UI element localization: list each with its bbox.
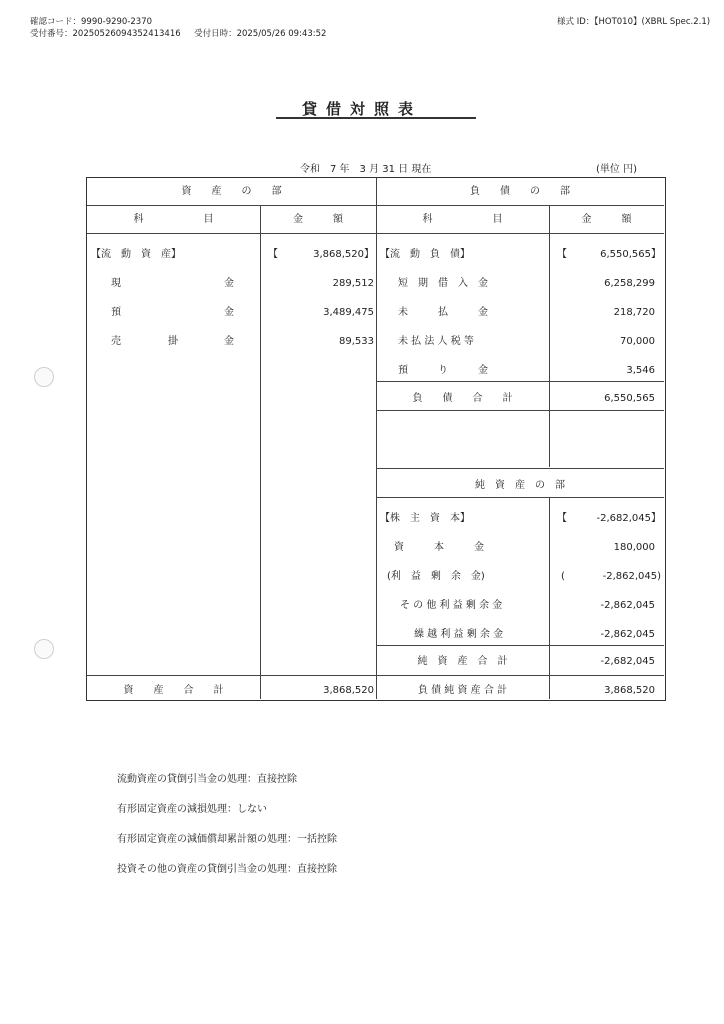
income-taxes-payable-label: 未 払 法 人 税 等 — [398, 336, 474, 347]
accounts-payable-label: 未 払 金 — [398, 307, 488, 318]
unit-label: (単位 円) — [596, 164, 637, 175]
assets-item-column-header: 科 目 — [133, 214, 214, 225]
title-underline — [276, 117, 476, 119]
punch-hole — [34, 639, 54, 659]
liabilities-amount-column-header: 金 額 — [581, 214, 632, 225]
rule-liability-amount-upper — [549, 205, 550, 467]
cash-value: 289,512 — [332, 278, 374, 289]
current-liabilities-label: 【流 動 負 債】 — [380, 249, 470, 260]
rule-net-assets-total-top — [376, 645, 664, 646]
total-net-assets-value: -2,682,045 — [600, 656, 655, 667]
rule-net-assets-section-bottom — [376, 497, 664, 498]
current-liabilities-open-bracket: 【 — [557, 249, 567, 260]
rule-liability-total-bottom — [376, 410, 664, 411]
rule-center — [376, 178, 377, 699]
total-liabilities-label: 負 債 合 計 — [412, 393, 513, 404]
rule-liability-amount-lower — [549, 497, 550, 699]
deposits-received-value: 3,546 — [626, 365, 655, 376]
short-term-loans-value: 6,258,299 — [604, 278, 655, 289]
total-liabilities-net-assets-value: 3,868,520 — [604, 685, 655, 696]
receipt-info — [30, 28, 326, 40]
retained-earnings-value: -2,862,045) — [602, 571, 661, 582]
confirm-code: 確認コード：9990-9290-2370 — [30, 17, 153, 27]
note-item: 投資その他の資産の貸倒引当金の処理：直接控除 — [117, 864, 337, 875]
deposits-label: 預 — [111, 307, 121, 318]
deposits-label-suffix: 金 — [224, 307, 234, 318]
total-assets-value: 3,868,520 — [323, 685, 374, 696]
capital-stock-label: 資 本 金 — [394, 542, 484, 553]
note-item: 流動資産の貸倒引当金の処理：直接控除 — [117, 774, 297, 785]
assets-section-header: 資 産 の 部 — [181, 186, 282, 197]
cash-label-suffix: 金 — [224, 278, 234, 289]
other-retained-earnings-value: -2,862,045 — [600, 600, 655, 611]
assets-amount-column-header: 金 額 — [293, 214, 343, 225]
retained-earnings-carried-forward-value: -2,862,045 — [600, 629, 655, 640]
receivables-label-mid: 掛 — [168, 336, 178, 347]
liabilities-item-column-header: 科 目 — [422, 214, 503, 225]
shareholders-equity-value: -2,682,045】 — [596, 513, 661, 524]
rule-net-assets-section-top — [376, 468, 664, 469]
receivables-label: 売 — [111, 336, 121, 347]
page-title: 貸借対照表 — [301, 100, 422, 118]
current-assets-label: 【流 動 資 産】 — [91, 249, 181, 260]
current-liabilities-value: 6,550,565】 — [600, 249, 661, 260]
retained-earnings-label: (利 益 剰 余 金) — [387, 571, 485, 582]
short-term-loans-label: 短 期 借 入 金 — [398, 278, 488, 289]
total-assets-label: 資 産 合 計 — [123, 685, 224, 696]
as-of-date: 令和 7 年 3 月 31 日 現在 — [300, 164, 432, 175]
accounts-payable-value: 218,720 — [613, 307, 655, 318]
receivables-value: 89,533 — [339, 336, 374, 347]
receivables-label-suffix: 金 — [224, 336, 234, 347]
punch-hole — [34, 367, 54, 387]
deposits-received-label: 預 り 金 — [398, 365, 488, 376]
shareholders-equity-open-bracket: 【 — [557, 513, 567, 524]
liabilities-section-header: 負 債 の 部 — [470, 186, 570, 197]
other-retained-earnings-label: そ の 他 利 益 剰 余 金 — [400, 600, 503, 611]
total-liabilities-net-assets-label: 負 債 純 資 産 合 計 — [417, 685, 508, 696]
capital-stock-value: 180,000 — [613, 542, 655, 553]
receipt-number: 受付番号：20250526094352413416 — [30, 29, 181, 39]
current-assets-open-bracket: 【 — [268, 249, 278, 260]
total-liabilities-value: 6,550,565 — [604, 393, 655, 404]
receipt-datetime: 受付日時：2025/05/26 09:43:52 — [194, 29, 327, 39]
rule-liability-total-top — [376, 381, 664, 382]
cash-label: 現 — [111, 278, 121, 289]
income-taxes-payable-value: 70,000 — [620, 336, 655, 347]
rule-asset-amount — [260, 205, 261, 699]
balance-sheet-table — [86, 177, 666, 701]
form-id: 様式 ID：【HOT010】(XBRL Spec.2.1) — [557, 17, 711, 27]
net-assets-section-header: 純 資 産 の 部 — [475, 480, 565, 491]
note-item: 有形固定資産の減損処理：しない — [117, 804, 267, 815]
note-item: 有形固定資産の減価償却累計額の処理：一括控除 — [117, 834, 337, 845]
current-assets-value: 3,868,520】 — [313, 249, 374, 260]
retained-earnings-carried-forward-label: 繰 越 利 益 剰 余 金 — [414, 629, 504, 640]
shareholders-equity-label: 【株 主 資 本】 — [380, 513, 470, 524]
deposits-value: 3,489,475 — [323, 307, 374, 318]
total-net-assets-label: 純 資 産 合 計 — [417, 656, 508, 667]
retained-earnings-open-paren: ( — [561, 571, 565, 582]
